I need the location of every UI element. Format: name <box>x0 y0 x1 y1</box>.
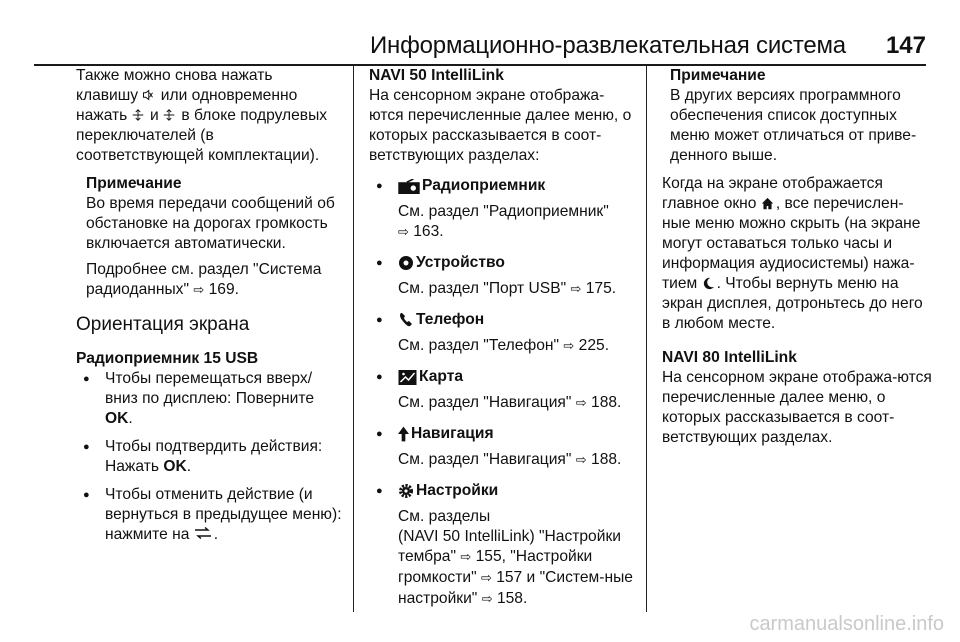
body-paragraph: На сенсорном экране отобража-ются перечисленные далее меню, о которых рассказывается в соот-ветствующих разделах. <box>662 369 932 446</box>
arrow-icon: ⇨ <box>570 282 582 297</box>
section-heading: NAVI 80 IntelliLink <box>662 349 797 366</box>
mute-icon <box>142 88 154 102</box>
menu-item-settings: ● Настройки См. разделы (NAVI 50 IntelliLink) "Настройки тембра" ⇨ 155, "Настройки громкости" ⇨ 157 и "Систем-ные настройки" ⇨ 158. <box>369 481 637 610</box>
navigation-icon <box>398 426 409 442</box>
note-block <box>670 66 932 166</box>
volume-up-icon <box>132 108 144 122</box>
list-item: ● Чтобы подтвердить действия: Нажать OK. <box>76 437 344 477</box>
volume-down-icon <box>163 108 175 122</box>
arrow-icon: ⇨ <box>398 225 409 240</box>
note-reference: Подробнее см. раздел "Система радиоданных" ⇨ 169. <box>86 261 322 298</box>
arrow-icon: ⇨ <box>481 592 493 607</box>
arrow-icon: ⇨ <box>575 396 587 411</box>
section-heading: NAVI 50 IntelliLink <box>369 67 504 84</box>
radio-icon <box>398 179 420 194</box>
phone-icon <box>398 312 414 328</box>
gear-icon <box>398 483 414 499</box>
page-number: 147 <box>885 32 926 59</box>
page-header <box>34 26 926 66</box>
column-right <box>662 66 932 456</box>
watermark: carmanualsonline.info <box>749 613 944 635</box>
menu-item-radio: ● Радиоприемник См. раздел "Радиоприемник" ⇨ 163. <box>369 176 637 243</box>
intro-paragraph: Также можно снова нажать клавишу или одновременно нажать и в блоке подрулевых переключателей (в соответствующей комплектации). <box>76 67 328 164</box>
menu-item-navigation: ● Навигация См. раздел "Навигация" ⇨ 188. <box>369 424 637 471</box>
arrow-icon: ⇨ <box>575 453 587 468</box>
menu-list <box>369 176 637 610</box>
back-icon <box>194 527 212 539</box>
moon-icon <box>702 277 715 290</box>
list-item: ● Чтобы отменить действие (и вернуться в предыдущее меню): нажмите на . <box>76 485 344 545</box>
arrow-icon: ⇨ <box>460 550 472 565</box>
subsection-heading: Радиоприемник 15 USB <box>76 350 259 367</box>
column-divider <box>646 66 647 612</box>
body-paragraph: Когда на экране отображается главное окно , все перечислен-ные меню можно скрыть (на экране могут оставаться только часы и информация аудиосистемы) нажа-тием . Чтобы вернуть меню на экран дисплея, дотроньтесь до него в любом месте. <box>662 175 923 332</box>
page-title: Информационно-развлекательная система <box>370 32 846 59</box>
arrow-icon: ⇨ <box>563 339 575 354</box>
column-left <box>76 66 344 553</box>
note-title: Примечание <box>670 67 766 84</box>
note-text: В других версиях программного обеспечения список доступных меню может отличаться от приве-денного выше. <box>670 87 917 164</box>
arrow-icon: ⇨ <box>480 571 492 586</box>
column-divider <box>353 66 354 612</box>
section-heading: Ориентация экрана <box>76 314 250 335</box>
home-icon <box>761 197 774 210</box>
note-title: Примечание <box>86 175 182 192</box>
column-middle <box>369 66 637 618</box>
note-block <box>86 174 344 301</box>
media-icon <box>398 255 414 271</box>
list-item: ● Чтобы перемещаться вверх/вниз по дисплею: Поверните OK. <box>76 369 344 429</box>
menu-item-phone: ● Телефон См. раздел "Телефон" ⇨ 225. <box>369 310 637 357</box>
menu-item-device: ● Устройство См. раздел "Порт USB" ⇨ 175. <box>369 253 637 300</box>
note-text: Во время передачи сообщений об обстановке на дорогах громкость включается автоматически. <box>86 195 335 252</box>
map-icon <box>398 369 417 385</box>
intro-paragraph: На сенсорном экране отобража-ются перечисленные далее меню, о которых рассказывается в соот-ветствующих разделах: <box>369 87 632 164</box>
menu-item-map: ● Карта См. раздел "Навигация" ⇨ 188. <box>369 367 637 414</box>
bullet-list <box>76 369 344 545</box>
arrow-icon: ⇨ <box>193 283 205 298</box>
